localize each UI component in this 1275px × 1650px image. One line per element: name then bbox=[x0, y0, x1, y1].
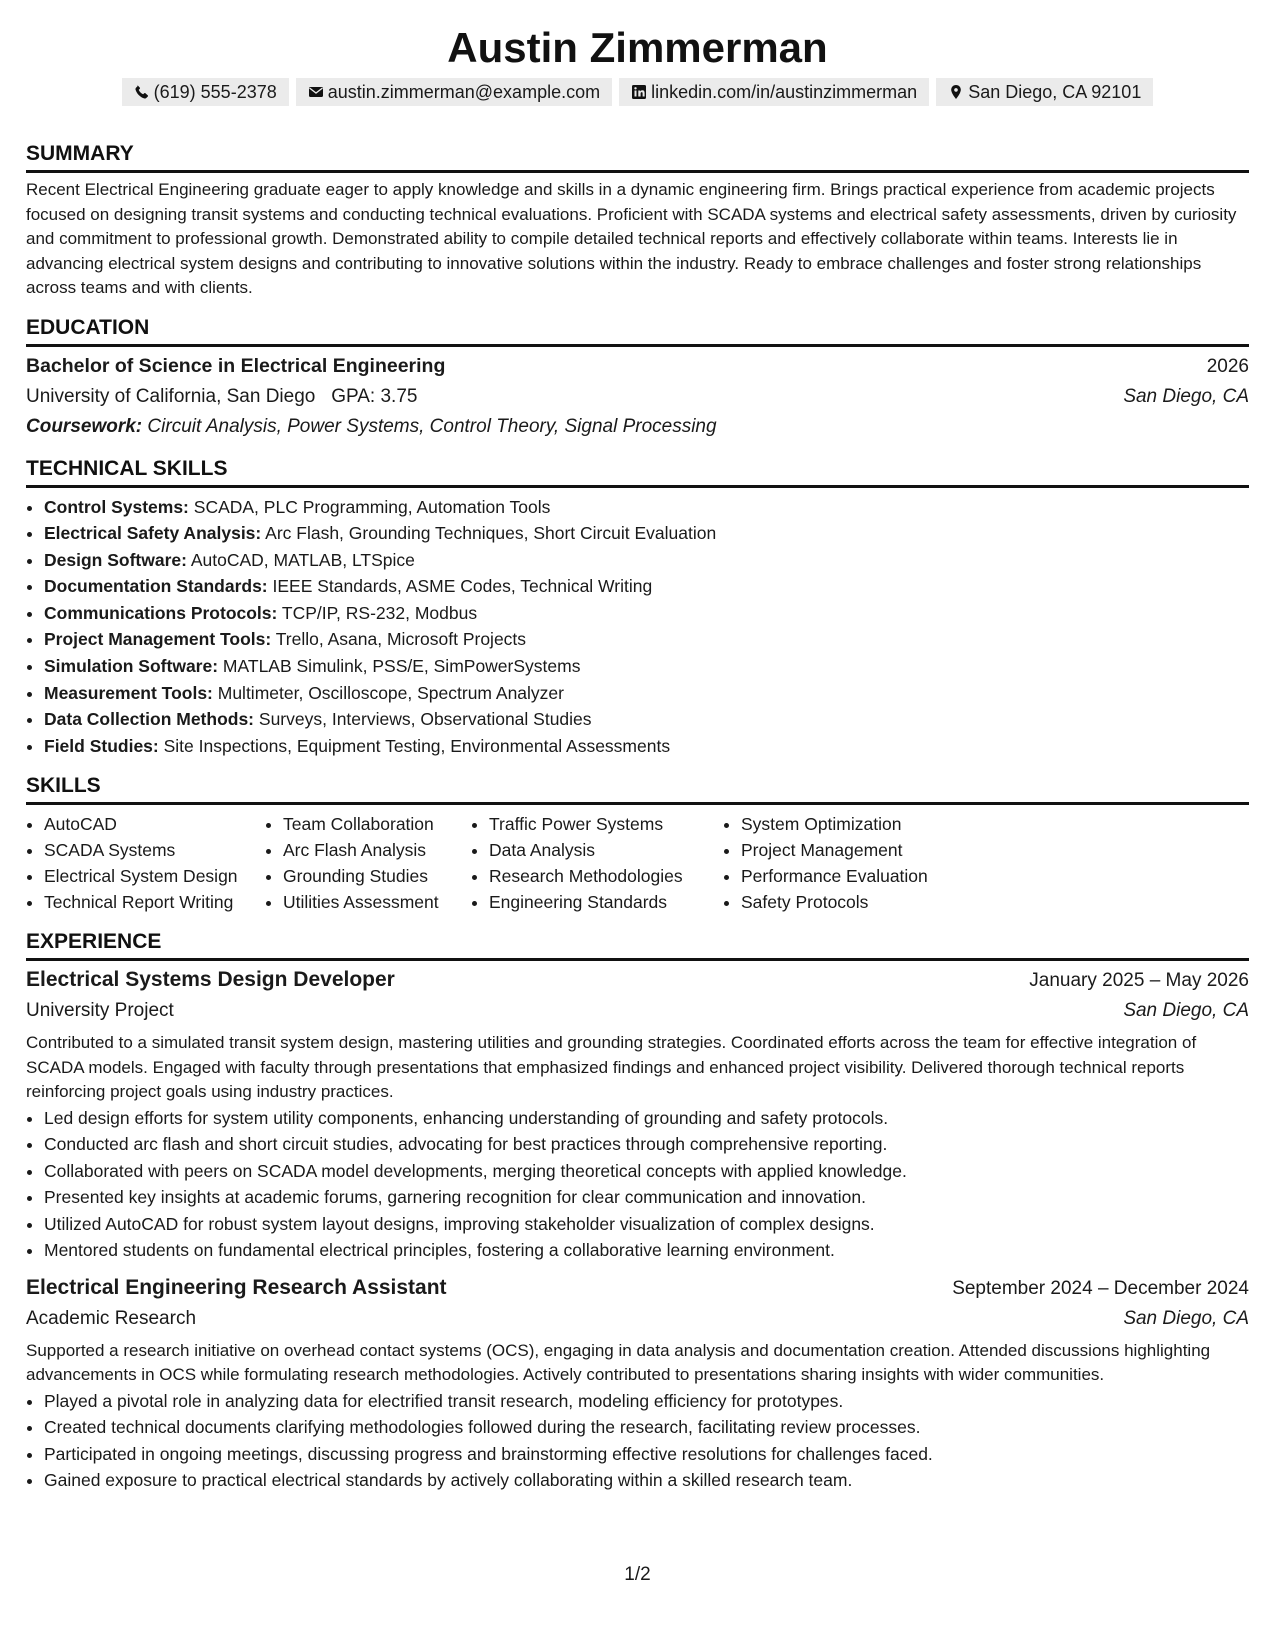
list-item: • Created technical documents clarifying methodologies followed during the research, facilitating review processes. bbox=[44, 1414, 1249, 1441]
list-item: • Electrical System Design bbox=[44, 863, 265, 889]
phone-icon bbox=[134, 84, 150, 100]
list-item: • Traffic Power Systems bbox=[489, 811, 723, 837]
job-dates: September 2024 – December 2024 bbox=[952, 1277, 1249, 1299]
candidate-name: Austin Zimmerman bbox=[447, 24, 828, 71]
skill-category: Data Collection Methods: bbox=[44, 709, 255, 730]
job-description: Supported a research initiative on overhead contact systems (OCS), engaging in data analysis and documentation creation. Attended discussions highlighting advancements in OCS while formulating research methodologies. Actively contributed to presentations sharing insights with wider communities. bbox=[26, 1340, 1211, 1385]
job-description: Contributed to a simulated transit system design, mastering utilities and grounding strategies. Coordinated efforts across the team for effective integration of SCADA models. Engaged with faculty through presentations that emphasized findings and enhanced project visibility. Delivered thorough technical reports reinforcing project goals using industry practices. bbox=[26, 1033, 1197, 1102]
list-item: • Played a pivotal role in analyzing data for electrified transit research, modeling efficiency for prototypes. bbox=[44, 1388, 1249, 1415]
section-title: TECHNICAL SKILLS bbox=[26, 456, 1249, 488]
skills-column bbox=[723, 811, 981, 915]
job-location: San Diego, CA bbox=[1123, 1000, 1249, 1022]
section-title: EDUCATION bbox=[26, 315, 1249, 347]
job-organization: Academic Research bbox=[26, 1307, 197, 1329]
list-item: • Performance Evaluation bbox=[741, 863, 981, 889]
section-title: SKILLS bbox=[26, 773, 1249, 805]
skills-section bbox=[26, 773, 1249, 915]
linkedin-icon bbox=[631, 84, 647, 100]
list-item: • Grounding Studies bbox=[283, 863, 471, 889]
job-title: Electrical Engineering Research Assistant bbox=[26, 1275, 447, 1299]
skill-values: Surveys, Interviews, Observational Studies bbox=[258, 709, 592, 730]
list-item: • Safety Protocols bbox=[741, 889, 981, 915]
skills-grid bbox=[26, 811, 1249, 915]
skill-values: Multimeter, Oscilloscope, Spectrum Analyzer bbox=[217, 682, 564, 703]
list-item: • Research Methodologies bbox=[489, 863, 723, 889]
list-item: • AutoCAD bbox=[44, 811, 265, 837]
skills-column bbox=[471, 811, 723, 915]
email-text: austin.zimmerman@example.com bbox=[327, 82, 601, 102]
resume-page bbox=[26, 0, 1249, 1494]
list-item: • Engineering Standards bbox=[489, 889, 723, 915]
school-location: San Diego, CA bbox=[1123, 385, 1249, 407]
job-organization: University Project bbox=[26, 1000, 174, 1022]
list-item bbox=[44, 547, 1249, 574]
skill-category: Communications Protocols: bbox=[44, 602, 278, 623]
list-item bbox=[44, 733, 1249, 760]
job-location: San Diego, CA bbox=[1123, 1307, 1249, 1329]
list-item bbox=[44, 626, 1249, 653]
technical-skills-list bbox=[26, 494, 1249, 760]
skill-category: Electrical Safety Analysis: bbox=[44, 523, 262, 544]
technical-skills-section bbox=[26, 456, 1249, 760]
list-item: • Utilized AutoCAD for robust system layout designs, improving stakeholder visualization of complex designs. bbox=[44, 1211, 1249, 1238]
list-item: • Gained exposure to practical electrical standards by actively collaborating within a skilled research team. bbox=[44, 1467, 1249, 1494]
skill-values: Site Inspections, Equipment Testing, Environmental Assessments bbox=[163, 735, 671, 756]
skill-values: MATLAB Simulink, PSS/E, SimPowerSystems bbox=[222, 656, 581, 677]
summary-text: Recent Electrical Engineering graduate eager to apply knowledge and skills in a dynamic engineering firm. Brings practical experience from academic projects focused on designing transit systems and conducting technical evaluations. Proficient with SCADA systems and electrical safety assessments, driven by curiosity and commitment to professional growth. Demonstrated ability to compile detailed technical reports and effectively collaborate within teams. Interests lie in advancing electrical system designs and contributing to innovative solutions within the industry. Ready to embrace challenges and foster strong relationships across teams and with clients. bbox=[26, 180, 1237, 297]
list-item: • Participated in ongoing meetings, discussing progress and brainstorming effective resolutions for challenges faced. bbox=[44, 1441, 1249, 1468]
coursework-label: Coursework: bbox=[26, 415, 143, 437]
linkedin-chip[interactable] bbox=[619, 78, 929, 106]
list-item: • Led design efforts for system utility components, enhancing understanding of grounding and safety protocols. bbox=[44, 1105, 1249, 1132]
graduation-year: 2026 bbox=[1206, 355, 1249, 377]
linkedin-text: linkedin.com/in/austinzimmerman bbox=[651, 82, 918, 102]
list-item: • Technical Report Writing bbox=[44, 889, 265, 915]
skill-category: Control Systems: bbox=[44, 496, 189, 517]
skills-column bbox=[26, 811, 265, 915]
section-title: EXPERIENCE bbox=[26, 929, 1249, 961]
page-number: 1/2 bbox=[624, 1564, 651, 1585]
phone-chip[interactable] bbox=[122, 78, 289, 106]
skill-values: TCP/IP, RS-232, Modbus bbox=[281, 602, 478, 623]
job-title: Electrical Systems Design Developer bbox=[26, 968, 395, 992]
skill-values: AutoCAD, MATLAB, LTSpice bbox=[190, 549, 415, 570]
job-entry bbox=[26, 1273, 1249, 1494]
email-chip[interactable] bbox=[296, 78, 612, 106]
list-item: • Data Analysis bbox=[489, 837, 723, 863]
list-item bbox=[44, 653, 1249, 680]
summary-section bbox=[26, 141, 1249, 301]
degree: Bachelor of Science in Electrical Engineering bbox=[26, 354, 446, 377]
map-pin-icon bbox=[948, 84, 964, 100]
job-dates: January 2025 – May 2026 bbox=[1029, 970, 1249, 992]
envelope-icon bbox=[308, 84, 324, 100]
list-item: • Mentored students on fundamental electrical principles, fostering a collaborative learning environment. bbox=[44, 1237, 1249, 1264]
contact-bar bbox=[26, 78, 1249, 106]
gpa: GPA: 3.75 bbox=[331, 385, 418, 407]
list-item bbox=[44, 573, 1249, 600]
school-line bbox=[26, 382, 417, 412]
skill-category: Project Management Tools: bbox=[44, 629, 272, 650]
list-item bbox=[44, 680, 1249, 707]
list-item: • Utilities Assessment bbox=[283, 889, 471, 915]
list-item: • Presented key insights at academic forums, garnering recognition for clear communication and innovation. bbox=[44, 1184, 1249, 1211]
skill-values: IEEE Standards, ASME Codes, Technical Writing bbox=[272, 576, 653, 597]
skill-category: Measurement Tools: bbox=[44, 682, 213, 703]
list-item: • Conducted arc flash and short circuit studies, advocating for best practices through comprehensive reporting. bbox=[44, 1131, 1249, 1158]
job-bullets bbox=[26, 1105, 1249, 1264]
coursework-list: Circuit Analysis, Power Systems, Control Theory, Signal Processing bbox=[147, 415, 717, 437]
location-chip bbox=[936, 78, 1153, 106]
experience-section bbox=[26, 929, 1249, 1494]
list-item bbox=[44, 600, 1249, 627]
location-text: San Diego, CA 92101 bbox=[968, 82, 1142, 102]
list-item: • Arc Flash Analysis bbox=[283, 837, 471, 863]
job-bullets bbox=[26, 1388, 1249, 1494]
job-entry bbox=[26, 965, 1249, 1264]
list-item: • Collaborated with peers on SCADA model developments, merging theoretical concepts with applied knowledge. bbox=[44, 1158, 1249, 1185]
skill-category: Design Software: bbox=[44, 549, 187, 570]
school-name: University of California, San Diego bbox=[26, 385, 316, 407]
coursework-line bbox=[26, 412, 1249, 442]
list-item bbox=[44, 494, 1249, 521]
list-item: • Project Management bbox=[741, 837, 981, 863]
section-title: SUMMARY bbox=[26, 141, 1249, 173]
list-item bbox=[44, 706, 1249, 733]
education-section bbox=[26, 315, 1249, 442]
phone-text: (619) 555-2378 bbox=[153, 82, 277, 102]
skill-category: Documentation Standards: bbox=[44, 576, 268, 597]
list-item: • System Optimization bbox=[741, 811, 981, 837]
skill-category: Simulation Software: bbox=[44, 656, 219, 677]
skill-values: Trello, Asana, Microsoft Projects bbox=[275, 629, 527, 650]
skills-column bbox=[265, 811, 471, 915]
list-item: • SCADA Systems bbox=[44, 837, 265, 863]
skill-category: Field Studies: bbox=[44, 735, 159, 756]
list-item bbox=[44, 520, 1249, 547]
skill-values: Arc Flash, Grounding Techniques, Short Circuit Evaluation bbox=[265, 523, 717, 544]
skill-values: SCADA, PLC Programming, Automation Tools bbox=[193, 496, 551, 517]
list-item: • Team Collaboration bbox=[283, 811, 471, 837]
